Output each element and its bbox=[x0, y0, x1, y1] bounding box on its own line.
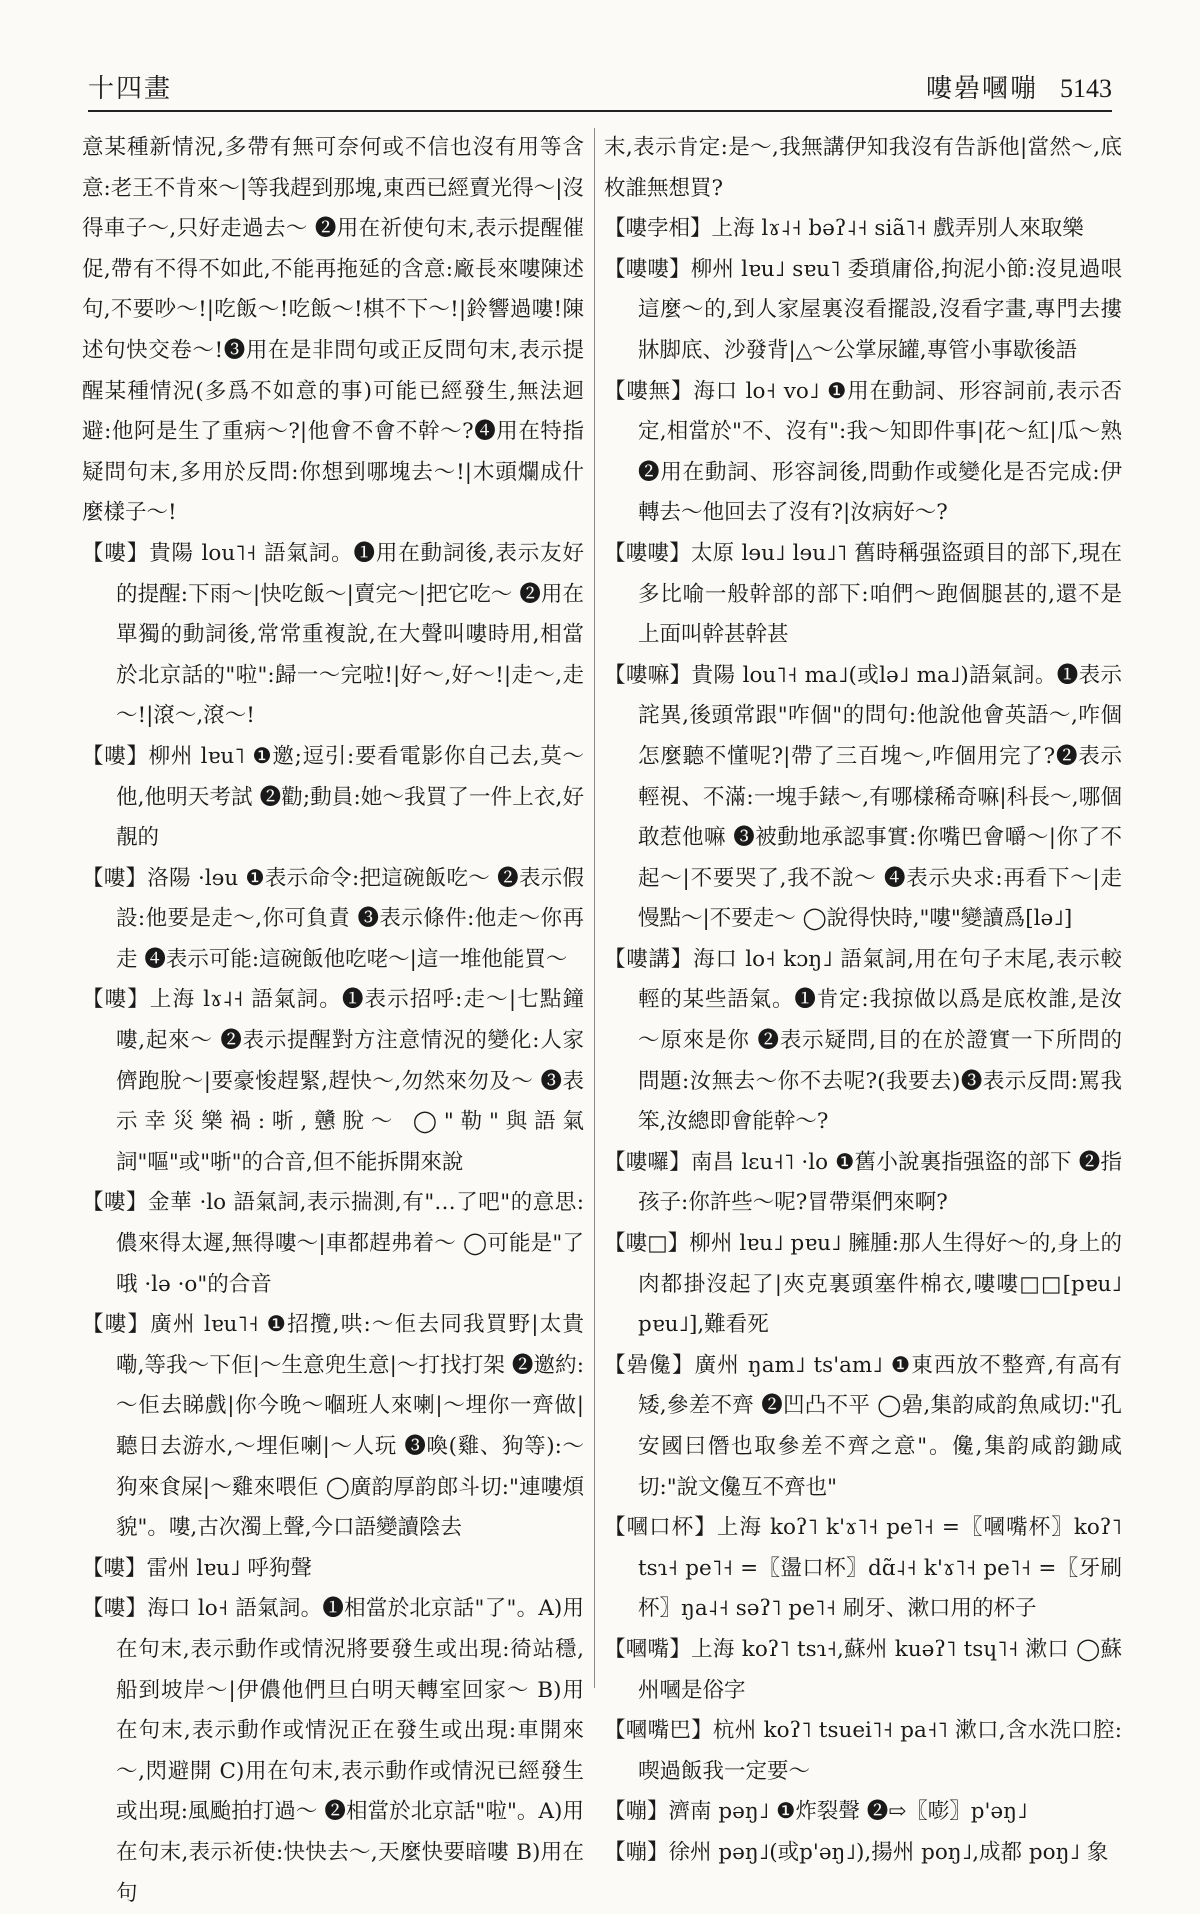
entry-yan-chan: 【碞儳】廣州 ŋam˩ ts'am˩ ❶東西放不整齊,有高有矮,參差不齊 ❷凹凸不平 ◯碞,集韵咸韵魚咸切:"孔安國曰僭也取參差不齊之意"。儳,集韵咸韵鋤咸切:"說文儳互不齊也" bbox=[604, 1352, 1122, 1500]
entry-lou-shanghai: 【嘍】上海 lɤ˨˧ 語氣詞。❶表示招呼:走～|七點鐘嘍,起來～ ❷表示提醒對方注意情況的變化:人家儕跑脫～|要豪悛趕緊,趕快～,勿然來勿及～ ❸表示幸災樂禍:哳,戇脫～ ◯"勒"與語氣詞"嘔"或"哳"的合音,但不能拆開來說 bbox=[82, 987, 584, 1175]
entry-lou-box: 【嘍□】柳州 lɐu˩ pɐu˩ 臃腫:那人生得好～的,身上的肉都掛沒起了|夾克裏頭塞件棉衣,嘍嘍□□[pɐu˩ pɐu˩],難看死 bbox=[604, 1231, 1122, 1338]
entry-lou-leizhou: 【嘍】雷州 lɐu˩ 呼狗聲 bbox=[82, 1555, 312, 1581]
entry-lou-guangzhou: 【嘍】廣州 lɐu˥˧ ❶招攬,哄:～佢去同我買野|太貴嘞,等我～下佢|～生意兜生意|～打找打架 ❷邀約:～佢去睇戲|你今晚～嗰班人來喇|～埋你一齊做|聽日去游水,～埋佢喇|～人玩 ❸喚(雞、狗等):～狗來食屎|～雞來喂佢 ◯廣韵厚韵郎斗切:"連嘍煩貌"。嘍,古次濁上聲,今口語變讀陰去 bbox=[82, 1312, 584, 1541]
entry-guo-kou-bei: 【嘓口杯】上海 koʔ˥ k'ɤ˥˧ pe˥˧ =〖嘓嘴杯〗koʔ˥ tsɿ˧ pe˥˧ =〖盪口杯〗dɑ̃˨˧ k'ɤ˥˧ pe˥˧ =〖牙刷杯〗ŋa˨˧ səʔ˥ pe˥˧ 刷牙、漱口用的杯子 bbox=[604, 1515, 1122, 1622]
page-header bbox=[88, 62, 1112, 112]
entry-lou-lou-liuzhou: 【嘍嘍】柳州 lɐu˩ sɐu˥ 委瑣庸俗,拘泥小節:沒見過哏這麼～的,到人家屋裏沒看擺設,沒看字畫,專門去摟牀脚底、沙發背|△～公掌尿罐,專管小事歇後語 bbox=[604, 256, 1122, 363]
running-head bbox=[926, 68, 1112, 105]
entry-beng-jinan: 【嘣】濟南 pəŋ˩ ❶炸裂聲 ❷⇨〖嘭〗p'əŋ˩ bbox=[604, 1799, 1028, 1825]
entry-lou-lou-taiyuan: 【嘍嘍】太原 lɘu˩ lɘu˩˥ 舊時稱强盜頭目的部下,現在多比喻一般幹部的部下:咱們～跑個腿甚的,還不是上面叫幹甚幹甚 bbox=[604, 540, 1122, 648]
entry-continuation: 意某種新情況,多帶有無可奈何或不信也沒有用等含意:老王不肯來～|等我趕到那塊,東西已經賣光得～|沒得車子～,只好走過去～ ❷用在祈使句末,表示提醒催促,帶有不得不如此,不能再拖延的含意:廠長來嘍陳述句,不要吵～!|吃飯～!吃飯～!棋不下～!|鈴響過嘍!陳述句快交卷～!❸用在是非問句或正反問句末,表示提醒某種情況(多爲不如意的事)可能已經發生,無法迴避:他阿是生了重病～?|他會不會不幹～?❹用在特指疑問句末,多用於反問:你想到哪塊去～!|木頭爛成什麼樣子～! bbox=[82, 135, 584, 526]
right-column bbox=[604, 128, 1122, 1865]
left-column bbox=[82, 128, 584, 1906]
column-divider bbox=[594, 128, 595, 1688]
entry-lou-haikou: 【嘍】海口 lo˧ 語氣詞。❶相當於北京話"了"。A)用在句末,表示動作或情況將要發生或出現:徛站穩,船到坡岸～|伊儂他們旦白明天轉室回家～ B)用在句末,表示動作或情況正在發生或出現:車開來～,閃避開 C)用在句末,表示動作或情況已經發生或出現:風颱拍打過～ ❷相當於北京話"啦"。A)用在句末,表示祈使:快快去～,天麼快要暗嘍 B)用在句 bbox=[82, 1596, 584, 1906]
entry-lou-guiyang: 【嘍】貴陽 lou˥˧ 語氣詞。❶用在動詞後,表示友好的提醒:下雨～|快吃飯～|賣完～|把它吃～ ❷用在單獨的動詞後,常常重複說,在大聲叫嘍時用,相當於北京話的"啦":歸一～完啦!|好～,好～!|走～,走～!|滾～,滾～! bbox=[82, 540, 584, 729]
entry-lou-jiang: 【嘍講】海口 lo˧ kɔŋ˩ 語氣詞,用在句子末尾,表示較輕的某些語氣。❶肯定:我掠做以爲是底枚誰,是汝～原來是你 ❷表示疑問,目的在於證實一下所問的問題:汝無去～你不去呢?(我要去)❸表示反問:罵我笨,汝總即會能幹～? bbox=[604, 946, 1122, 1135]
entry-lou-wu: 【嘍無】海口 lo˧ vo˩ ❶用在動詞、形容詞前,表示否定,相當於"不、沒有":我～知即件事|花～紅|瓜～熟 ❷用在動詞、形容詞後,問動作或變化是否完成:伊轉去～他回去了沒有?|汝病好～? bbox=[604, 378, 1122, 526]
entry-guo-zui: 【嘓嘴】上海 koʔ˥ tsɿ˧,蘇州 kuəʔ˥ tsɥ˥˧ 漱口 ◯蘇州嘓是俗字 bbox=[604, 1636, 1122, 1703]
entry-lou-luoyang: 【嘍】洛陽 ·lɘu ❶表示命令:把這碗飯吃～ ❷表示假設:他要是走～,你可負責 ❸表示條件:他走～你再走 ❹表示可能:這碗飯他吃咾～|這一堆他能買～ bbox=[82, 865, 584, 972]
entry-beng-xuzhou: 【嘣】徐州 pəŋ˩(或p'əŋ˩),揚州 poŋ˩,成都 poŋ˩ 象 bbox=[604, 1839, 1109, 1865]
entry-lou-liuzhou: 【嘍】柳州 lɐu˥ ❶邀;逗引:要看電影你自己去,莫～他,他明天考試 ❷勸;動員:她～我買了一件上衣,好靚的 bbox=[82, 743, 584, 851]
entry-guo-zui-ba: 【嘓嘴巴】杭州 koʔ˥ tsuei˥˧ pa˧˥ 漱口,含水洗口腔:喫過飯我一定要～ bbox=[604, 1718, 1122, 1784]
section-label: 十四畫 bbox=[88, 74, 173, 104]
entry-lou-jinhua: 【嘍】金華 ·lo 語氣詞,表示揣測,有"…了吧"的意思:儂來得太遲,無得嘍～|車都趕弗着～ ◯可能是"了哦 ·lə ·o"的合音 bbox=[82, 1190, 584, 1297]
entry-lou-ma: 【嘍嘛】貴陽 lou˥˧ ma˩(或lə˩ ma˩)語氣詞。❶表示詫異,後頭常跟"咋個"的問句:他說他會英語～,咋個怎麼聽不懂呢?|帶了三百塊～,咋個用完了?❷表示輕視、不滿:一塊手錶～,有哪樣稀奇嘛|科長～,哪個敢惹他嘛 ❸被動地承認事實:你嘴巴會嚼～|你了不起～|不要哭了,我不說～ ❹表示央求:再看下～|走慢點～|不要走～ ◯說得快時,"嘍"變讀爲[lə˩] bbox=[604, 662, 1122, 932]
entry-continuation: 末,表示肯定:是～,我無講伊知我沒有告訴他|當然～,底枚誰無想買? bbox=[604, 135, 1122, 201]
page-number: 5143 bbox=[1060, 74, 1112, 103]
headword-range: 嘍碞嘓嘣 bbox=[925, 74, 1038, 104]
entry-lou-luo: 【嘍囉】南昌 lɛu˧˥ ·lo ❶舊小說裏指强盜的部下 ❷指孩子:你許些～呢?冒帶渠們來啊? bbox=[604, 1149, 1122, 1216]
entry-lou-bo-xiang: 【嘍孛相】上海 lɤ˨˧ bəʔ˨˧ siã˥˧ 戲弄別人來取樂 bbox=[604, 216, 1084, 242]
